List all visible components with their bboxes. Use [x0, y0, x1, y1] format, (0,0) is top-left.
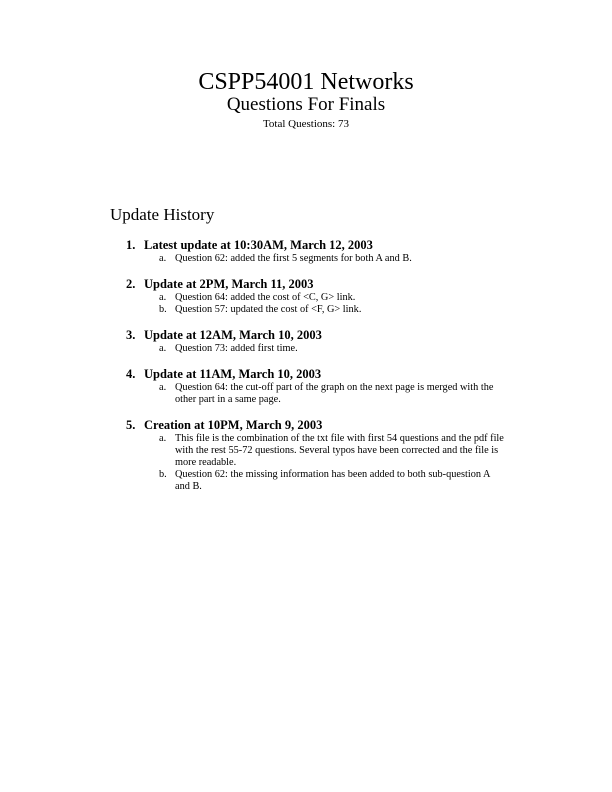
update-entry-heading	[126, 367, 506, 381]
note-letter: a.	[159, 253, 167, 264]
update-title: Update at 2PM, March 11, 2003	[144, 277, 314, 291]
update-note	[126, 292, 506, 304]
total-questions: Total Questions: 73	[262, 118, 349, 130]
update-note	[126, 469, 506, 493]
note-letter: a.	[159, 292, 167, 303]
update-entry-heading	[126, 277, 506, 291]
update-notes	[126, 433, 506, 493]
update-notes	[126, 292, 506, 316]
update-entry-heading	[126, 328, 506, 342]
update-entry	[126, 367, 506, 406]
update-note	[126, 253, 506, 265]
note-text: Question 64: the cut-off part of the graph on the next page is merged with the other part in a same page.	[175, 382, 494, 405]
update-notes	[126, 382, 506, 406]
update-number: 4.	[126, 367, 136, 381]
update-history-heading: Update History	[110, 205, 215, 224]
note-letter: b.	[159, 469, 167, 480]
note-letter: a.	[159, 382, 167, 393]
update-history-list	[126, 238, 506, 505]
update-note	[126, 304, 506, 316]
update-note	[126, 343, 506, 355]
update-entry-heading	[126, 418, 506, 432]
note-text: Question 64: added the cost of <C, G> link.	[175, 292, 356, 303]
note-text: This file is the combination of the txt file with first 54 questions and the pdf file with the rest 55-72 questions. Several typos have been corrected and the file is more readable.	[175, 433, 504, 468]
update-note	[126, 433, 506, 469]
note-text: Question 73: added first time.	[175, 343, 298, 354]
update-title: Update at 11AM, March 10, 2003	[144, 367, 322, 381]
note-text: Question 62: added the first 5 segments for both A and B.	[175, 253, 412, 264]
update-number: 3.	[126, 328, 136, 342]
note-text: Question 57: updated the cost of <F, G> link.	[175, 304, 362, 315]
update-entry	[126, 418, 506, 493]
document-subtitle: Questions For Finals	[226, 94, 386, 115]
note-text: Question 62: the missing information has been added to both sub-question A and B.	[175, 469, 490, 492]
update-note	[126, 382, 506, 406]
update-notes	[126, 343, 506, 355]
note-letter: a.	[159, 433, 167, 444]
update-entry	[126, 277, 506, 316]
update-notes	[126, 253, 506, 265]
update-number: 5.	[126, 418, 136, 432]
document-title: CSPP54001 Networks	[198, 69, 414, 95]
update-entry	[126, 328, 506, 355]
note-letter: b.	[159, 304, 167, 315]
note-letter: a.	[159, 343, 167, 354]
update-title: Creation at 10PM, March 9, 2003	[144, 418, 323, 432]
update-entry	[126, 238, 506, 265]
update-entry-heading	[126, 238, 506, 252]
update-number: 2.	[126, 277, 136, 291]
update-number: 1.	[126, 238, 136, 252]
update-title: Latest update at 10:30AM, March 12, 2003	[144, 238, 373, 252]
update-title: Update at 12AM, March 10, 2003	[144, 328, 322, 342]
